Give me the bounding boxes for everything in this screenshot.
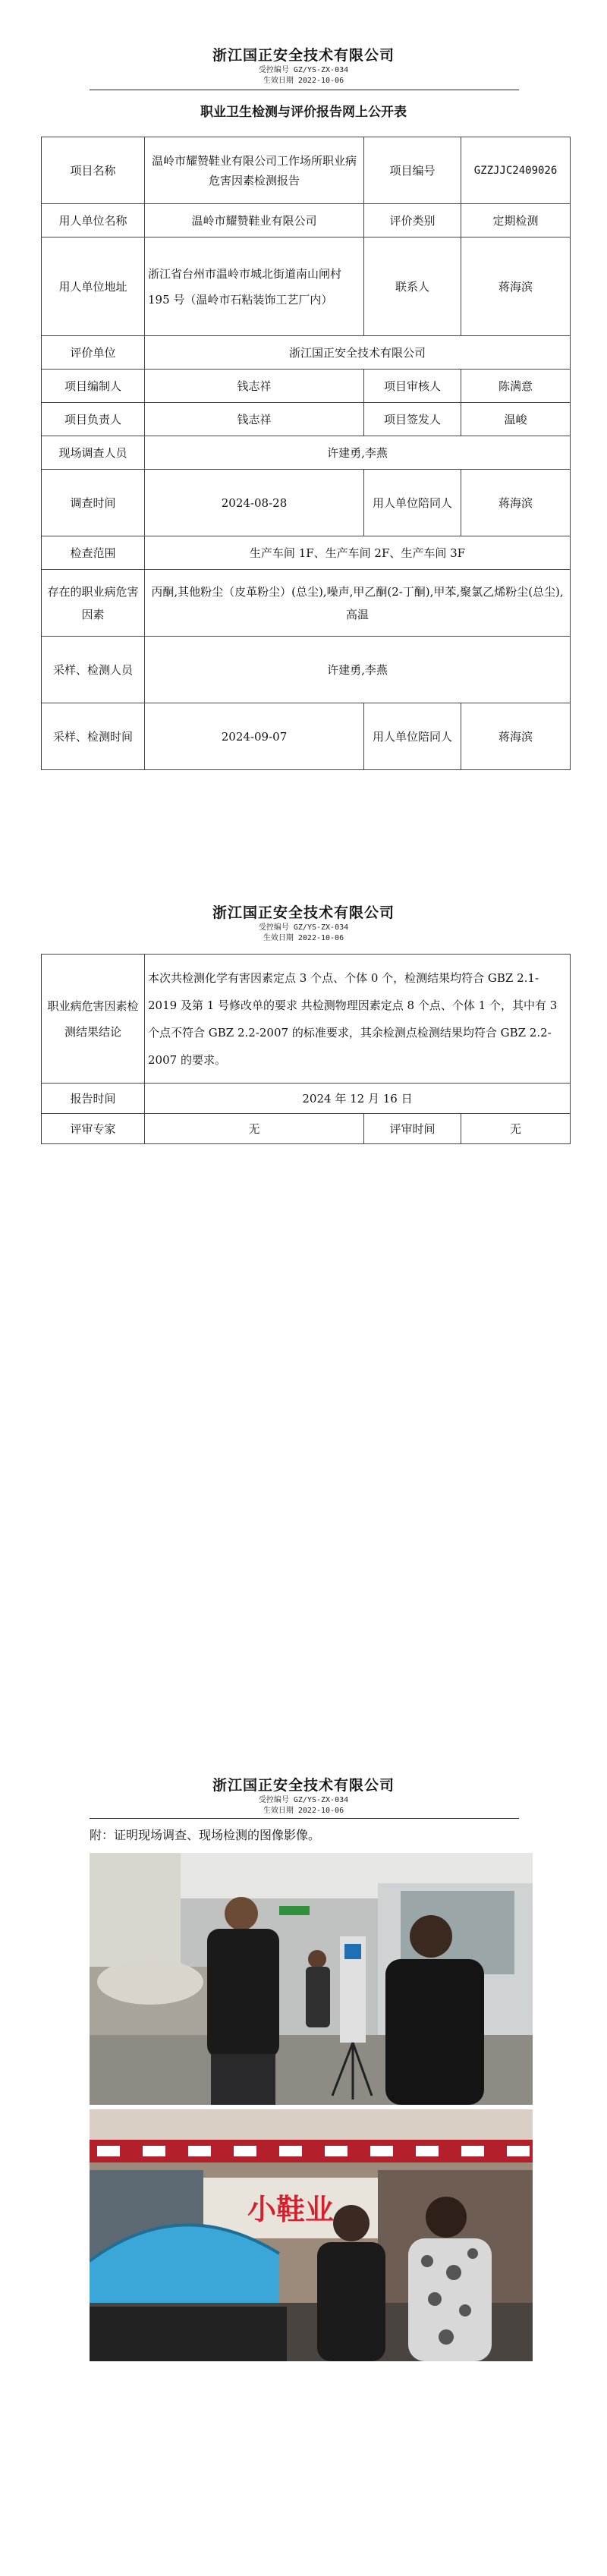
investigators: 许建勇,李燕	[145, 436, 571, 470]
disclosure-table	[41, 137, 571, 770]
eval-unit: 浙江国正安全技术有限公司	[145, 336, 571, 370]
eval-type-label: 评价类别	[364, 204, 461, 237]
page-3	[0, 1730, 607, 2576]
header-divider	[90, 1818, 519, 1819]
attachment-title: 附：证明现场调查、现场检测的图像影像。	[90, 1828, 321, 1842]
experts: 无	[145, 1114, 364, 1144]
project-no: GZZJJC2409026	[461, 137, 571, 204]
conclusion: 本次共检测化学有害因素定点 3 个点、个体 0 个，检测结果均符合 GBZ 2.1-2019 及第 1 号修改单的要求 共检测物理因素定点 8 个点、个体 1 个，其中有 3 个点不符合 GBZ 2.2-2007 的标准要求，其余检测点检测结果均符合 GBZ 2.2-2007 的要求。	[145, 955, 571, 1084]
hazards: 丙酮,其他粉尘（皮革粉尘）(总尘),噪声,甲乙酮(2-丁酮),甲苯,聚氯乙烯粉尘(总尘),高温	[145, 570, 571, 637]
site-photo-storefront	[90, 2109, 533, 2361]
compiler-label: 项目编制人	[42, 370, 145, 403]
project-name: 温岭市耀赞鞋业有限公司工作场所职业病危害因素检测报告	[145, 137, 364, 204]
control-number: 受控编号 GZ/YS-ZX-034	[258, 923, 349, 932]
accompany2-label: 用人单位陪同人	[364, 703, 461, 770]
storefront-photo-image	[90, 2109, 533, 2361]
samplers: 许建勇,李燕	[145, 637, 571, 703]
leader-label: 项目负责人	[42, 403, 145, 436]
company-name: 浙江国正安全技术有限公司	[212, 1777, 395, 1794]
address-label: 用人单位地址	[42, 237, 145, 336]
accompany: 蒋海滨	[461, 470, 571, 536]
contact: 蒋海滨	[461, 237, 571, 336]
accompany-label: 用人单位陪同人	[364, 470, 461, 536]
eval-type: 定期检测	[461, 204, 571, 237]
investigator-label: 现场调查人员	[42, 436, 145, 470]
reviewer-label: 项目审核人	[364, 370, 461, 403]
workshop-photo-image	[90, 1853, 533, 2105]
site-photo-workshop	[90, 1853, 533, 2105]
report-time-label: 报告时间	[42, 1084, 145, 1114]
review-time: 无	[461, 1114, 571, 1144]
shop-sign-text: 小鞋业	[247, 2193, 335, 2226]
address: 浙江省台州市温岭市城北街道南山闸村 195 号（温岭市石粘装饰工艺厂内）	[145, 237, 364, 336]
experts-label: 评审专家	[42, 1114, 145, 1144]
control-number: 受控编号 GZ/YS-ZX-034	[258, 66, 349, 74]
scope: 生产车间 1F、生产车间 2F、生产车间 3F	[145, 536, 571, 570]
contact-label: 联系人	[364, 237, 461, 336]
employer: 温岭市耀赞鞋业有限公司	[145, 204, 364, 237]
project-no-label: 项目编号	[364, 137, 461, 204]
company-name: 浙江国正安全技术有限公司	[212, 904, 395, 921]
control-number: 受控编号 GZ/YS-ZX-034	[258, 1796, 349, 1804]
conclusion-table	[41, 954, 571, 1144]
effective-date: 生效日期 2022-10-06	[263, 1807, 344, 1815]
sampler-label: 采样、检测人员	[42, 637, 145, 703]
hazards-label: 存在的职业病危害因素	[42, 570, 145, 637]
sample-time: 2024-09-07	[145, 703, 364, 770]
reviewer: 陈满意	[461, 370, 571, 403]
issuer-label: 项目签发人	[364, 403, 461, 436]
company-name: 浙江国正安全技术有限公司	[212, 47, 395, 64]
eval-unit-label: 评价单位	[42, 336, 145, 370]
survey-time-label: 调查时间	[42, 470, 145, 536]
accompany2: 蒋海滨	[461, 703, 571, 770]
survey-time: 2024-08-28	[145, 470, 364, 536]
employer-label: 用人单位名称	[42, 204, 145, 237]
leader: 钱志祥	[145, 403, 364, 436]
conclusion-label: 职业病危害因素检测结果结论	[42, 955, 145, 1084]
scope-label: 检查范围	[42, 536, 145, 570]
page-title: 职业卫生检测与评价报告网上公开表	[200, 105, 407, 120]
effective-date: 生效日期 2022-10-06	[263, 77, 344, 85]
effective-date: 生效日期 2022-10-06	[263, 934, 344, 942]
compiler: 钱志祥	[145, 370, 364, 403]
review-time-label: 评审时间	[364, 1114, 461, 1144]
sample-time-label: 采样、检测时间	[42, 703, 145, 770]
project-name-label: 项目名称	[42, 137, 145, 204]
issuer: 温峻	[461, 403, 571, 436]
report-time: 2024 年 12 月 16 日	[145, 1084, 571, 1114]
